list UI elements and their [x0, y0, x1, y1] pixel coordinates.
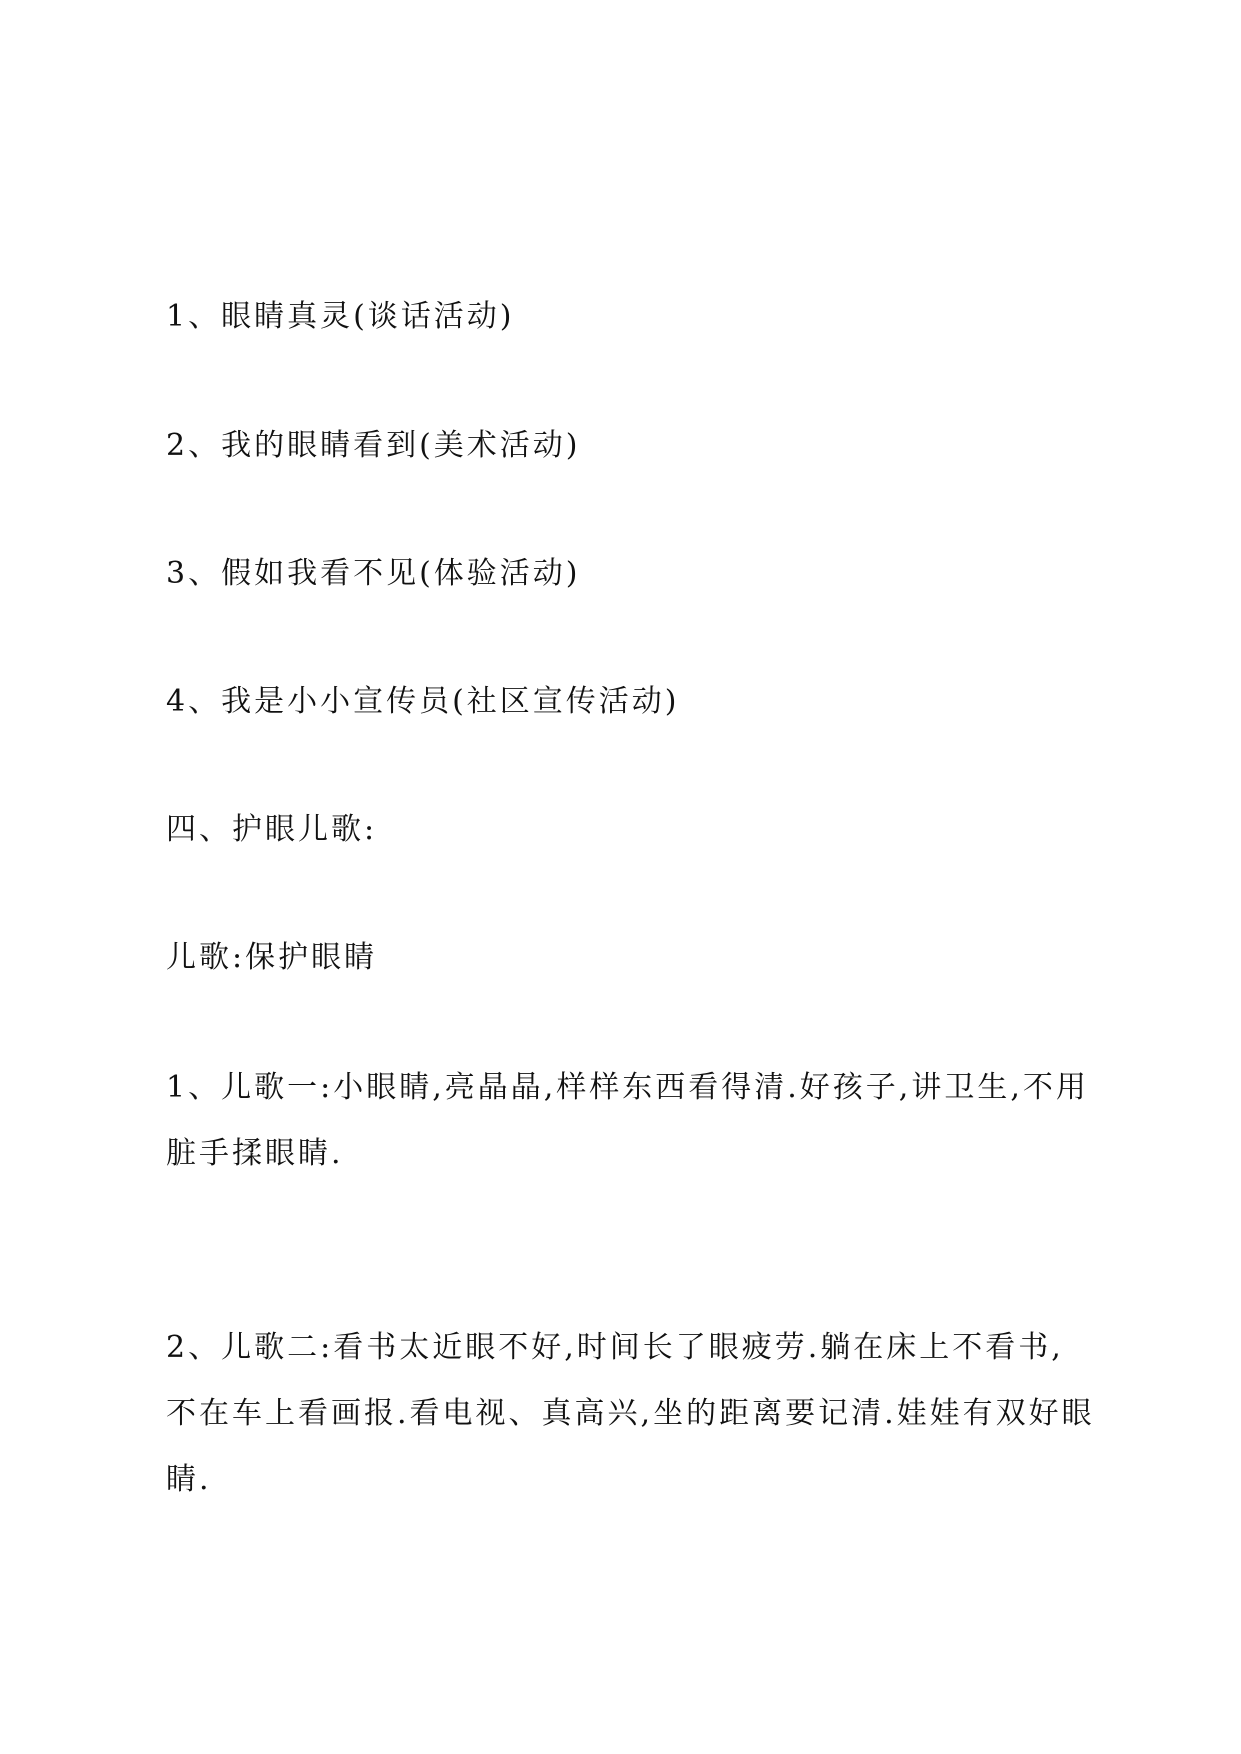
activity-item-3: 3、假如我看不见(体验活动) — [166, 556, 581, 591]
section-heading: 四、护眼儿歌: — [166, 812, 378, 847]
song-paragraph-1: 1、儿歌一:小眼睛,亮晶晶,样样东西看得清.好孩子,讲卫生,不用脏手揉眼睛. — [166, 1070, 1089, 1171]
song-title: 儿歌:保护眼睛 — [166, 940, 378, 975]
activity-item-1: 1、眼睛真灵(谈话活动) — [166, 299, 515, 334]
activity-item-4: 4、我是小小宣传员(社区宣传活动) — [166, 684, 680, 719]
activity-item-2: 2、我的眼睛看到(美术活动) — [166, 428, 581, 463]
song-paragraph-2: 2、儿歌二:看书太近眼不好,时间长了眼疲劳.躺在床上不看书,不在车上看画报.看电视、真高兴,坐的距离要记清.娃娃有双好眼睛. — [166, 1330, 1095, 1497]
